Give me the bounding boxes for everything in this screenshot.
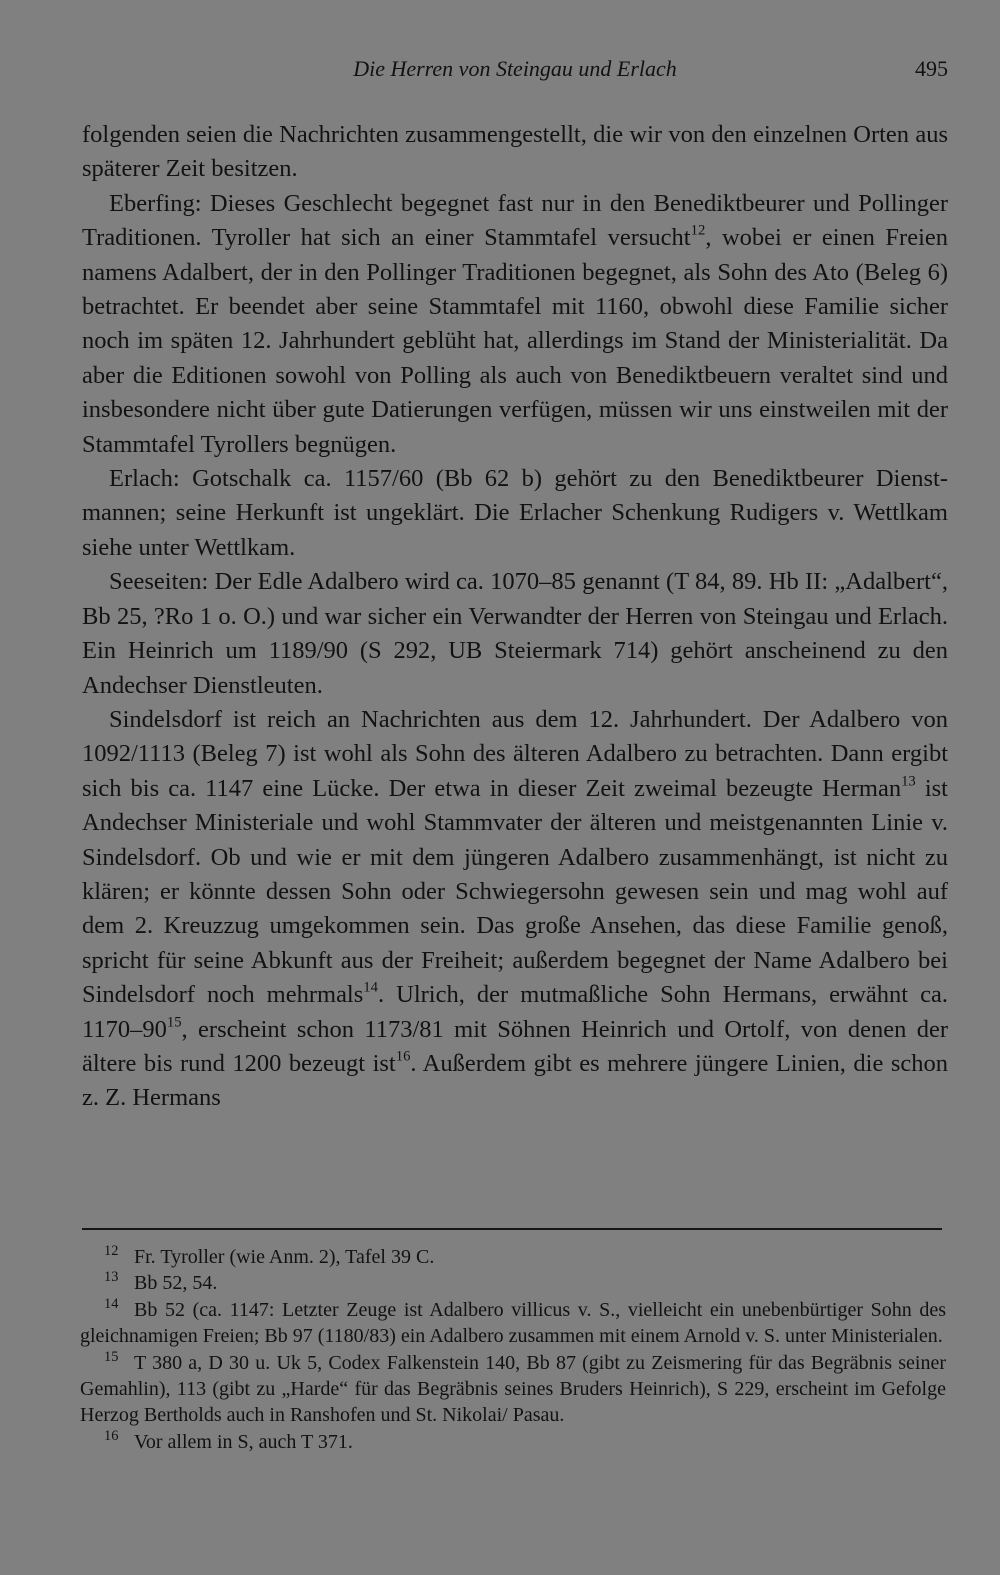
footnote-number xyxy=(104,1244,134,1270)
footnote-number-text: 16 xyxy=(104,1427,119,1444)
footnote-number-text: 13 xyxy=(104,1269,119,1286)
paragraph-text: . Außerdem gibt es mehrere jüngere Linien, die schon z. Z. Hermans xyxy=(82,1049,948,1112)
footnote-text: T 380 a, D 30 u. Uk 5, Codex Falkenstein 140, Bb 87 (gibt zu Zeismering für das Begräbnis seiner Gemahlin), 113 (gibt zu „Harde“ für das Begräbnis seines Bruders Heinrich), S 229, erscheint im Gefolge Herzog Bertholds auch in Ranshofen und St. Nikolai/ Pasau. xyxy=(80,1351,946,1427)
main-text xyxy=(82,118,948,1116)
paragraph-text: folgenden seien die Nachrichten zusammengestellt, die wir von den einzelnen Orten aus späterer Zeit besitzen. xyxy=(82,121,948,183)
footnote-number xyxy=(104,1297,134,1323)
footnote xyxy=(80,1350,946,1429)
footnote-ref-16: 16 xyxy=(395,1048,411,1065)
footnote xyxy=(80,1429,946,1455)
paragraph-text: Erlach: Gotschalk ca. 1157/60 (Bb 62 b) gehört zu den Benediktbeurer Dienstmannen; seine Herkunft ist ungeklärt. Die Erlacher Schenkung Rudigers v. Wettlkam siehe unter Wettlkam. xyxy=(82,465,948,561)
paragraph-text: ist Andechser Ministeriale und wohl Stammvater der älteren und meistgenannten Linie v. Sindelsdorf. Ob und wie er mit dem jüngeren Adalbero zusammenhängt, ist nicht zu klären; er könnte dessen Sohn oder Schwiegersohn gewesen sein und mag wohl auf dem 2. Kreuzzug umgekommen sein. Das große Ansehen, das diese Familie genoß, spricht für seine Abkunft aus der Freiheit; außerdem begegnet der Name Adalbero bei Sindelsdorf noch mehrmals xyxy=(82,774,948,1009)
paragraph-sindelsdorf xyxy=(82,703,948,1116)
footnote-ref-15: 15 xyxy=(166,1014,182,1031)
footnote xyxy=(80,1270,946,1296)
footnote-text: Bb 52 (ca. 1147: Letzter Zeuge ist Adalbero villicus v. S., vielleicht ein unebenbürtiger Sohn des gleichnamigen Freien; Bb 97 (1180/83) ein Adalbero zusammen mit einem Arnold v. S. unter Ministerialen. xyxy=(80,1298,946,1348)
footnote-ref-13: 13 xyxy=(901,773,916,790)
page-number: 495 xyxy=(915,56,948,81)
paragraph-text: Sindelsdorf ist reich an Nachrichten aus dem 12. Jahrhundert. Der Adalbero von 1092/1113 (Beleg 7) ist wohl als Sohn des älteren Adalbero zu betrachten. Dann ergibt sich bis ca. 1147 eine Lücke. Der etwa in dieser Zeit zweimal bezeugte Herman xyxy=(82,705,948,802)
footnote-number xyxy=(104,1429,134,1455)
footnote-text: Vor allem in S, auch T 371. xyxy=(134,1430,353,1453)
paragraph-erlach xyxy=(82,462,948,565)
footnote-number-text: 12 xyxy=(104,1243,119,1260)
footnote-number xyxy=(104,1350,134,1376)
paragraph-seeseiten xyxy=(82,565,948,703)
footnote-separator xyxy=(82,1228,942,1230)
running-header xyxy=(82,53,948,85)
footnote xyxy=(80,1244,946,1270)
footnote-number-text: 15 xyxy=(104,1348,119,1365)
paragraph-text: Eberfing: Dieses Geschlecht begegnet fast nur in den Benediktbeurer und Pollinger Traditionen. Tyroller hat sich an einer Stammtafel versucht xyxy=(82,189,948,252)
footnote xyxy=(80,1297,946,1350)
paragraph-eberfing xyxy=(82,187,948,462)
paragraph-intro xyxy=(82,118,948,187)
paragraph-text: , erscheint schon 1173/81 mit Söhnen Heinrich und Ortolf, von denen der ältere bis rund 1200 bezeugt ist xyxy=(82,1015,948,1077)
footnote-number xyxy=(104,1270,134,1296)
running-title: Die Herren von Steingau und Erlach xyxy=(353,56,677,81)
footnote-text: Bb 52, 54. xyxy=(134,1272,218,1295)
paragraph-text: Seeseiten: Der Edle Adalbero wird ca. 1070–85 genannt (T 84, 89. Hb II: „Adalbert“, Bb 25, ?Ro 1 o. O.) und war sicher ein Verwandter der Herren von Steingau und Erlach. Ein Heinrich um 1189/90 (S 292, UB Steiermark 714) gehört anscheinend zu den Andechser Dienstleuten. xyxy=(82,568,948,699)
footnote-ref-12: 12 xyxy=(690,222,706,239)
footnote-ref-14: 14 xyxy=(363,979,378,996)
footnote-number-text: 14 xyxy=(104,1295,119,1312)
footnote-text: Fr. Tyroller (wie Anm. 2), Tafel 39 C. xyxy=(134,1246,435,1268)
paragraph-text: . Ulrich, der mutmaßliche Sohn Hermans, erwähnt ca. 1170–90 xyxy=(82,981,948,1043)
paragraph-text: , wobei er einen Freien namens Adalbert, der in den Pollinger Traditionen begegnet, als Sohn des Ato (Beleg 6) betrachtet. Er beendet aber seine Stammtafel mit 1160, obwohl diese Familie sicher noch im späten 12. Jahrhundert geblüht hat, allerdings im Stand der Ministerialität. Da aber die Editionen sowohl von Polling als auch von Benediktbeuern veraltet sind und insbesondere nicht über gute Datierungen verfügen, müssen wir uns einstweilen mit der Stammtafel Tyrollers begnügen. xyxy=(82,224,948,458)
footnotes xyxy=(80,1244,946,1455)
